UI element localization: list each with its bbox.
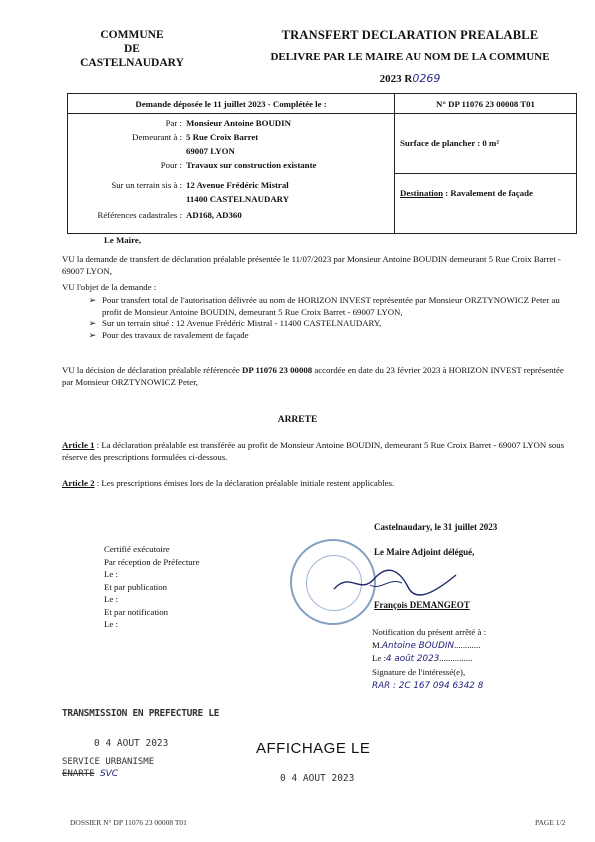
notification-date-dots: ............... bbox=[439, 653, 473, 663]
affichage-stamp-label: AFFICHAGE LE bbox=[256, 740, 371, 757]
pour-value: Travaux sur construction existante bbox=[186, 160, 317, 170]
place-date: Castelnaudary, le 31 juillet 2023 bbox=[374, 522, 498, 532]
notification-line-1: Notification du présent arrêté à : bbox=[372, 627, 487, 637]
demeurant-label: Demeurant à : bbox=[132, 132, 182, 142]
numero-cell bbox=[395, 94, 577, 114]
demeurant-value-1: 5 Rue Croix Barret bbox=[186, 132, 259, 142]
arrow-bullet-icon: ➢ bbox=[88, 295, 96, 305]
notification-signature-line: Signature de l'intéressé(e), bbox=[372, 666, 466, 677]
bullet-item-terrain bbox=[62, 318, 574, 330]
surface-destination-cell bbox=[395, 114, 577, 234]
bullet-item-travaux bbox=[62, 330, 574, 342]
service-stamp-line bbox=[62, 769, 118, 779]
footer-page-number: PAGE 1/2 bbox=[535, 818, 566, 827]
notification-dots: ............ bbox=[454, 639, 481, 650]
signatory-role: Le Maire Adjoint délégué, bbox=[374, 547, 475, 557]
certification-block bbox=[104, 543, 200, 631]
cadastre-value: AD168, AD360 bbox=[186, 210, 242, 220]
rar-handwritten: RAR : 2C 167 094 6342 8 bbox=[372, 681, 484, 691]
terrain-row bbox=[68, 178, 394, 192]
terrain-row-2 bbox=[68, 192, 394, 206]
notification-name-line bbox=[372, 639, 486, 653]
bullet-text-travaux: Pour des travaux de ravalement de façade bbox=[102, 329, 249, 340]
year-reference bbox=[240, 68, 580, 90]
demande-cell bbox=[68, 94, 395, 114]
cert-line-4: Et par publication bbox=[104, 581, 168, 592]
cert-line-1: Certifié exécutoire bbox=[104, 544, 170, 554]
article-2-text: : Les prescriptions émises lors de la déclaration préalable initiale restent applicables. bbox=[94, 478, 395, 488]
signatory-name: François DEMANGEOT bbox=[374, 600, 470, 610]
cadastre-row bbox=[68, 208, 394, 222]
commune-header bbox=[62, 28, 202, 70]
par-value: Monsieur Antoine BOUDIN bbox=[186, 118, 291, 128]
destination-subcell bbox=[395, 174, 576, 198]
bullet-text-terrain: Sur un terrain situé : 12 Avenue Frédéric Mistral - 11400 CASTELNAUDARY, bbox=[102, 318, 382, 328]
document-title-block bbox=[240, 24, 580, 90]
destination-value: : Ravalement de façade bbox=[443, 188, 533, 198]
vu-demande-paragraph: VU la demande de transfert de déclaration préalable présentée le 11/07/2023 par Monsieur Antoine BOUDIN demeurant 5 Rue Croix Barret - 69007 LYON, bbox=[62, 254, 561, 276]
article-1-label: Article 1 bbox=[62, 440, 95, 450]
application-info-box bbox=[67, 93, 577, 234]
destination-label: Destination bbox=[400, 188, 444, 198]
commune-line-2: DE bbox=[124, 43, 140, 55]
cert-line-3: Le : bbox=[104, 569, 118, 579]
arrow-bullet-icon: ➢ bbox=[88, 318, 96, 328]
article-2 bbox=[62, 478, 574, 490]
pour-row bbox=[68, 158, 394, 172]
par-label: Par : bbox=[165, 118, 182, 128]
cert-line-2: Par réception de Préfecture bbox=[104, 556, 200, 567]
notification-le-prefix: Le : bbox=[372, 653, 386, 663]
commune-line-1: COMMUNE bbox=[100, 29, 164, 41]
notification-date-handwritten: 4 août 2023 bbox=[385, 654, 440, 664]
article-1 bbox=[62, 440, 574, 463]
footer-dossier-number: DOSSIER N° DP 11076 23 00008 T01 bbox=[70, 818, 187, 827]
cert-line-7: Le : bbox=[104, 619, 118, 629]
service-stamp-handwritten: SVC bbox=[99, 769, 119, 779]
objet-bullets bbox=[62, 295, 574, 341]
surface-subcell bbox=[395, 114, 576, 174]
terrain-value-2: 11400 CASTELNAUDARY bbox=[186, 194, 290, 204]
affichage-stamp-date: 0 4 AOUT 2023 bbox=[280, 773, 355, 784]
par-row bbox=[68, 116, 394, 130]
demeurant-row bbox=[68, 130, 394, 144]
article-2-label: Article 2 bbox=[62, 478, 95, 488]
handwritten-signature bbox=[330, 567, 460, 597]
applicant-details-cell bbox=[68, 114, 395, 234]
demande-text: Demande déposée le 11 juillet 2023 - Complétée le : bbox=[135, 98, 327, 109]
arrow-bullet-icon: ➢ bbox=[88, 329, 96, 340]
bullet-text-transfert: Pour transfert total de l'autorisation délivrée au nom de HORIZON INVEST représentée par Monsieur ORZTYNOWICZ Peter au profit de Monsieur Antoine BOUDIN, demeurant 5 Rue Croix Barret - 69007 LYON, bbox=[102, 295, 560, 317]
service-stamp-struck: ENARTE bbox=[62, 769, 95, 779]
notification-date-line bbox=[372, 652, 486, 666]
vu-objet-paragraph: VU l'objet de la demande : bbox=[62, 282, 157, 292]
commune-line-3: CASTELNAUDARY bbox=[80, 57, 184, 69]
vu-decision-text-b: accordée en date du 23 février 2023 à HORIZON INVEST représentée par Monsieur ORZTYNOWICZ Peter, bbox=[62, 365, 564, 387]
terrain-value-1: 12 Avenue Frédéric Mistral bbox=[186, 180, 289, 190]
pour-label: Pour : bbox=[160, 160, 182, 170]
cert-line-6: Et par notification bbox=[104, 606, 169, 617]
vu-decision-reference: DP 11076 23 00008 bbox=[242, 365, 313, 375]
dossier-number: N° DP 11076 23 00008 T01 bbox=[436, 98, 535, 109]
cadastre-label: Références cadastrales : bbox=[97, 210, 182, 220]
demeurant-row-2 bbox=[68, 144, 394, 158]
transmission-stamp-date: 0 4 AOUT 2023 bbox=[94, 738, 169, 749]
vu-decision-paragraph bbox=[62, 365, 574, 388]
article-1-text: : La déclaration préalable est transférée au profit de Monsieur Antoine BOUDIN, demeurant 5 Rue Croix Barret - 69007 LYON sous réserve des prescriptions formulées ci-dessous. bbox=[62, 440, 565, 462]
document-subtitle: DELIVRE PAR LE MAIRE AU NOM DE LA COMMUNE bbox=[270, 51, 550, 63]
vu-decision-text-a: VU la décision de déclaration préalable référencée bbox=[62, 365, 242, 375]
surface-text: Surface de plancher : 0 m² bbox=[400, 138, 499, 148]
bullet-item-transfert bbox=[62, 295, 574, 318]
notification-block bbox=[372, 626, 486, 693]
notification-name-handwritten: Antoine BOUDIN bbox=[382, 640, 455, 651]
demeurant-value-2: 69007 LYON bbox=[186, 146, 235, 156]
transmission-stamp-label: TRANSMISSION EN PREFECTURE LE bbox=[62, 708, 220, 719]
terrain-label: Sur un terrain sis à : bbox=[111, 180, 182, 190]
document-title: TRANSFERT DECLARATION PREALABLE bbox=[281, 28, 539, 42]
le-maire-heading: Le Maire, bbox=[104, 235, 141, 245]
arrete-heading: ARRETE bbox=[277, 415, 318, 425]
notification-m-prefix: M. bbox=[372, 639, 383, 650]
year-reference-handwritten: 0269 bbox=[412, 72, 441, 85]
cert-line-5: Le : bbox=[104, 594, 118, 604]
year-reference-printed: 2023 R bbox=[379, 73, 413, 85]
service-stamp-label: SERVICE URBANISME bbox=[62, 757, 155, 767]
